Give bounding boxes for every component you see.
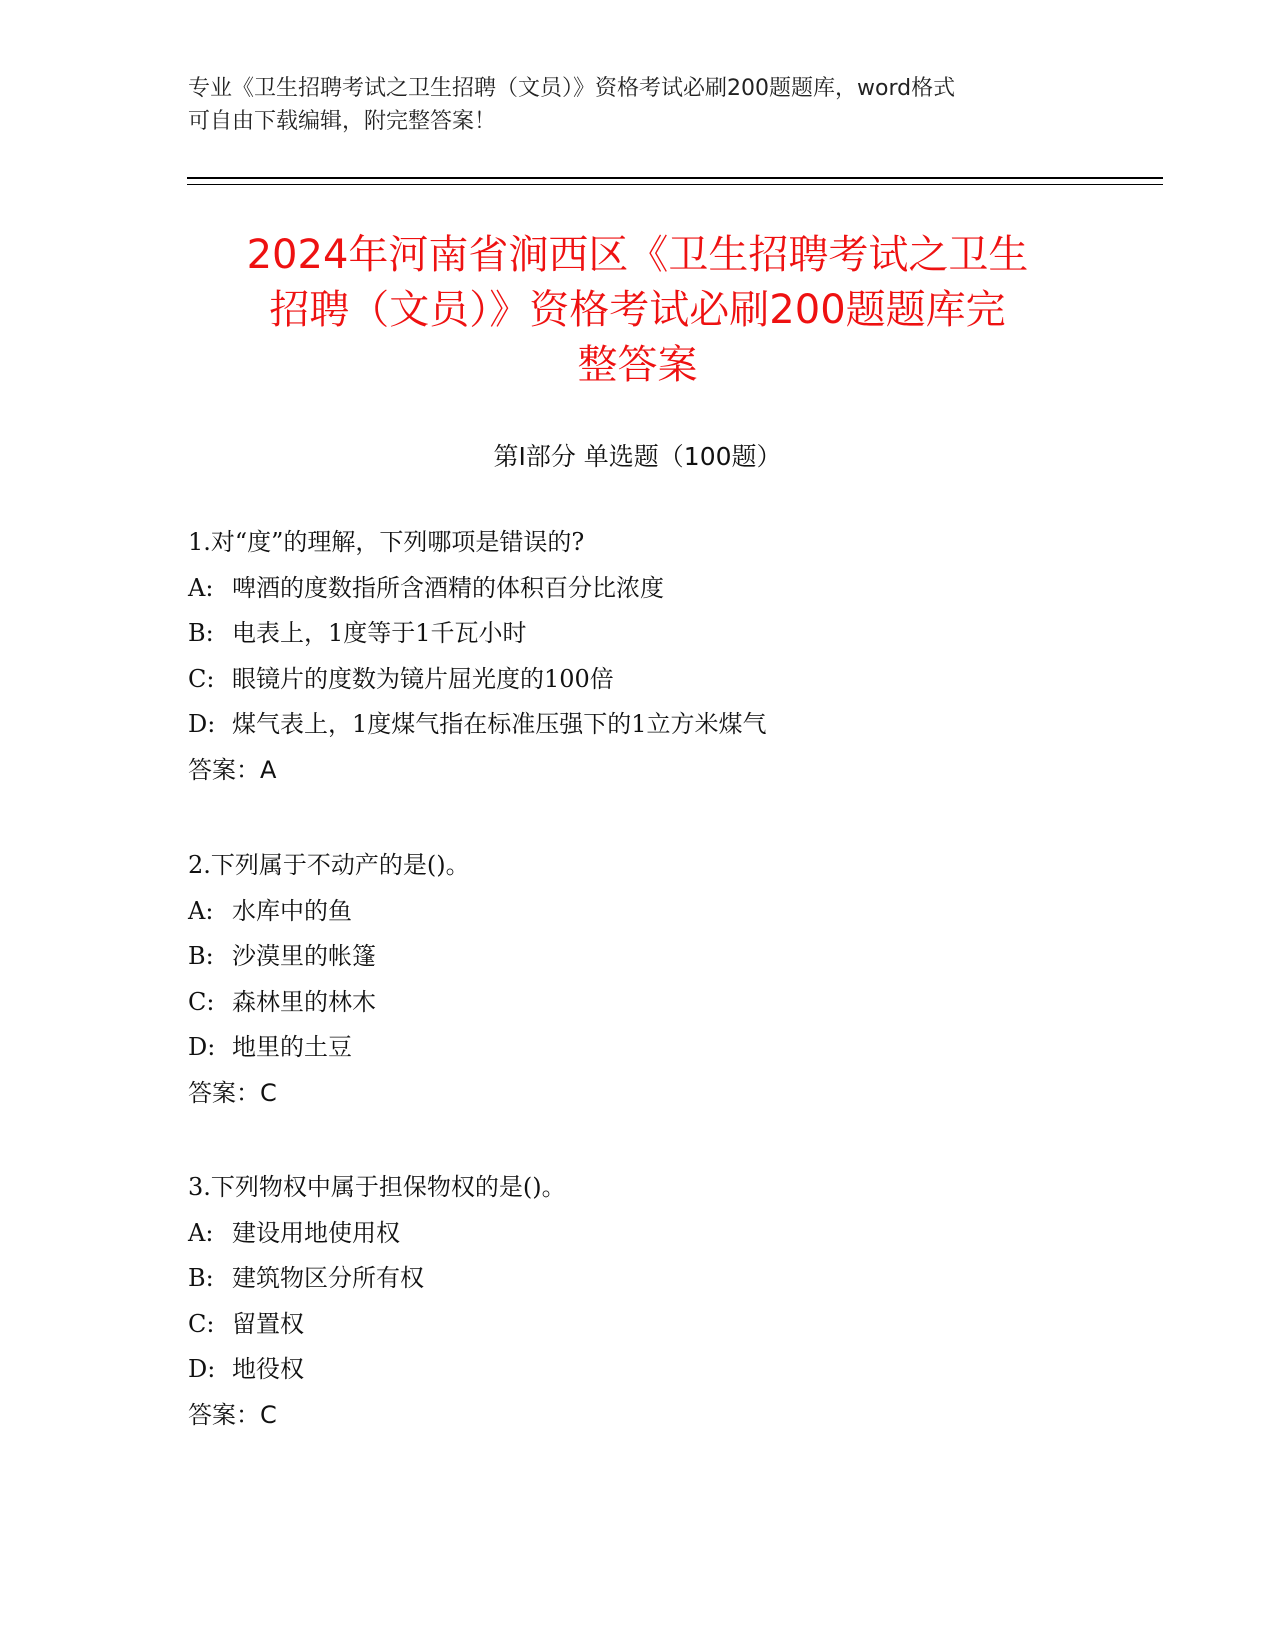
option-b: [188, 611, 1088, 657]
option-letter: D:: [188, 1033, 216, 1061]
section-heading: 第Ⅰ部分 单选题（100题）: [493, 442, 782, 471]
question-3: [188, 1165, 1088, 1438]
option-letter: A:: [188, 1218, 214, 1247]
option-letter: D:: [188, 710, 216, 738]
document-title-line-3: 整答案: [577, 342, 698, 388]
option-d: [188, 1025, 1088, 1071]
answer-line: 答案：C: [188, 1078, 277, 1107]
option-text: 沙漠里的帐篷: [232, 942, 376, 970]
question-1: [188, 520, 1088, 793]
question-stem: 2.下列属于不动产的是()。: [188, 851, 470, 879]
document-title: [160, 228, 1115, 393]
header-note-line-1: 专业《卫生招聘考试之卫生招聘（文员）》资格考试必刷200题题库，word格式: [188, 76, 956, 101]
option-letter: D:: [188, 1355, 216, 1383]
option-c: [188, 657, 1088, 703]
option-a: [188, 566, 1088, 612]
option-letter: B:: [188, 1264, 214, 1292]
option-text: 地役权: [232, 1355, 304, 1383]
option-text: 建筑物区分所有权: [232, 1264, 424, 1292]
option-text: 留置权: [232, 1309, 304, 1338]
option-letter: C:: [188, 664, 215, 693]
option-c: [188, 1302, 1088, 1348]
option-a: [188, 889, 1088, 935]
document-title-line-1: 2024年河南省涧西区《卫生招聘考试之卫生: [246, 232, 1029, 278]
option-text: 水库中的鱼: [232, 896, 352, 925]
option-d: [188, 1347, 1088, 1393]
question-2: [188, 843, 1088, 1116]
header-note: [188, 72, 1088, 138]
option-b: [188, 934, 1088, 980]
option-text: 眼镜片的度数为镜片屈光度的100倍: [232, 664, 614, 693]
option-text: 电表上，1度等于1千瓦小时: [232, 619, 527, 647]
question-stem: 3.下列物权中属于担保物权的是()。: [188, 1173, 566, 1201]
option-text: 地里的土豆: [232, 1033, 352, 1061]
option-letter: C:: [188, 1309, 215, 1338]
option-letter: B:: [188, 619, 214, 647]
header-divider-thin: [187, 184, 1163, 185]
answer-line: 答案：A: [188, 755, 277, 784]
option-letter: A:: [188, 896, 214, 925]
option-d: [188, 702, 1088, 748]
option-letter: C:: [188, 987, 215, 1016]
option-text: 煤气表上，1度煤气指在标准压强下的1立方米煤气: [232, 710, 767, 738]
option-a: [188, 1211, 1088, 1257]
option-b: [188, 1256, 1088, 1302]
option-text: 建设用地使用权: [232, 1218, 400, 1247]
header-note-line-2: 可自由下载编辑，附完整答案！: [188, 109, 497, 134]
option-c: [188, 980, 1088, 1026]
question-stem: 1.对“度”的理解，下列哪项是错误的?: [188, 528, 585, 556]
option-text: 森林里的林木: [232, 987, 376, 1016]
option-text: 啤酒的度数指所含酒精的体积百分比浓度: [232, 573, 664, 602]
header-divider-thick: [187, 177, 1163, 179]
answer-line: 答案：C: [188, 1400, 277, 1429]
option-letter: B:: [188, 942, 214, 970]
document-title-line-2: 招聘（文员）》资格考试必刷200题题库完: [269, 287, 1006, 333]
option-letter: A:: [188, 573, 214, 602]
